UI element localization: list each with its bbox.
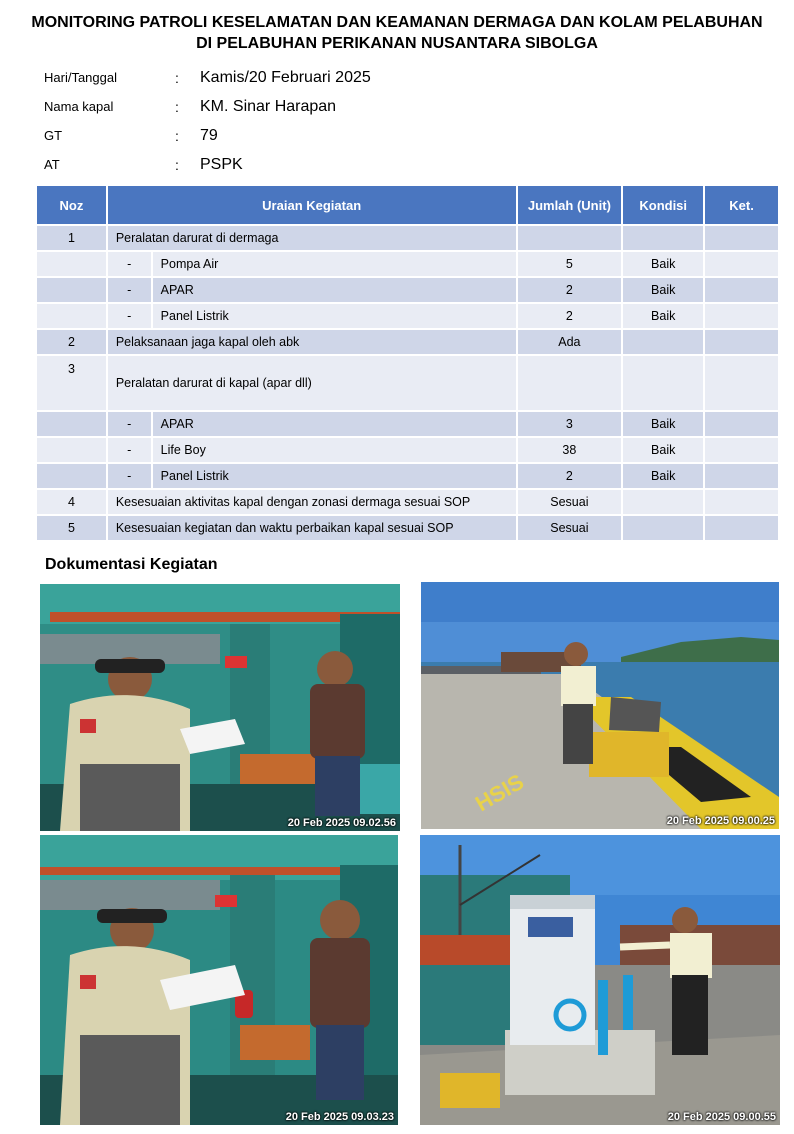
- cell-ket: [704, 463, 779, 489]
- photo-timestamp: 20 Feb 2025 09.02.56: [287, 817, 396, 829]
- photo-timestamp: 20 Feb 2025 09.03.23: [285, 1111, 394, 1123]
- table-row: [36, 489, 779, 515]
- cell-dash: -: [107, 437, 152, 463]
- cell-kondisi: Baik: [622, 411, 704, 437]
- cell-jumlah: [517, 225, 623, 251]
- svg-text:HSIS: HSIS: [471, 768, 528, 817]
- info-label: AT: [44, 157, 60, 172]
- documentation-title: Dokumentasi Kegiatan: [45, 556, 218, 573]
- cell-ket: [704, 329, 779, 355]
- photo-cabin-inspection-1: [40, 584, 400, 831]
- table-row: [36, 225, 779, 251]
- info-value: KM. Sinar Harapan: [200, 98, 337, 115]
- photo-cabin-inspection-2: [40, 835, 398, 1125]
- cell-no: 4: [36, 489, 107, 515]
- cell-ket: [704, 355, 779, 411]
- table-row: [36, 251, 779, 277]
- info-colon: :: [175, 70, 179, 86]
- info-colon: :: [175, 157, 179, 173]
- photo-timestamp: 20 Feb 2025 09.00.55: [667, 1111, 776, 1123]
- cell-ket: [704, 489, 779, 515]
- table-row: [36, 277, 779, 303]
- info-colon: :: [175, 128, 179, 144]
- cell-dash: -: [107, 463, 152, 489]
- info-value: Kamis/20 Februari 2025: [200, 69, 371, 86]
- cell-jumlah: 38: [517, 437, 623, 463]
- cell-uraian: Pompa Air: [152, 251, 517, 277]
- cell-dash: -: [107, 411, 152, 437]
- document-title: [0, 12, 794, 54]
- cell-kondisi: [622, 329, 704, 355]
- cell-jumlah: 5: [517, 251, 623, 277]
- cell-ket: [704, 303, 779, 329]
- table-row: [36, 303, 779, 329]
- activity-table: [35, 184, 780, 542]
- cell-no: 2: [36, 329, 107, 355]
- cell-uraian: Kesesuaian aktivitas kapal dengan zonasi dermaga sesuai SOP: [107, 489, 517, 515]
- cell-jumlah: [517, 355, 623, 411]
- cell-jumlah: Sesuai: [517, 489, 623, 515]
- title-line-2: DI PELABUHAN PERIKANAN NUSANTARA SIBOLGA: [196, 35, 598, 52]
- cell-uraian: APAR: [152, 277, 517, 303]
- header-jumlah: Jumlah (Unit): [517, 185, 623, 225]
- cell-kondisi: Baik: [622, 251, 704, 277]
- table-row: [36, 515, 779, 541]
- info-label: GT: [44, 128, 63, 143]
- table-row: [36, 437, 779, 463]
- cell-no: [36, 251, 107, 277]
- cell-kondisi: [622, 489, 704, 515]
- info-colon: :: [175, 99, 179, 115]
- table-row: [36, 329, 779, 355]
- cell-uraian: Pelaksanaan jaga kapal oleh abk: [107, 329, 517, 355]
- cell-kondisi: Baik: [622, 277, 704, 303]
- photo-pier-electric-panel: [420, 835, 780, 1125]
- cell-ket: [704, 225, 779, 251]
- table-header-row: [36, 185, 779, 225]
- cell-no: [36, 411, 107, 437]
- cell-uraian: APAR: [152, 411, 517, 437]
- info-label: Hari/Tanggal: [44, 70, 117, 85]
- info-value: 79: [200, 127, 218, 144]
- cell-no: [36, 277, 107, 303]
- cell-kondisi: [622, 515, 704, 541]
- info-value: PSPK: [200, 156, 243, 173]
- cell-ket: [704, 277, 779, 303]
- cell-jumlah: Ada: [517, 329, 623, 355]
- info-label: Nama kapal: [44, 99, 114, 114]
- cell-uraian: Peralatan darurat di kapal (apar dll): [107, 355, 517, 411]
- cell-kondisi: Baik: [622, 437, 704, 463]
- cell-jumlah: Sesuai: [517, 515, 623, 541]
- cell-no: 5: [36, 515, 107, 541]
- cell-no: [36, 437, 107, 463]
- table-row: [36, 411, 779, 437]
- cell-jumlah: 3: [517, 411, 623, 437]
- cell-uraian: Panel Listrik: [152, 303, 517, 329]
- table-row: [36, 463, 779, 489]
- photo-timestamp: 20 Feb 2025 09.00.25: [666, 815, 775, 827]
- cell-dash: -: [107, 251, 152, 277]
- cell-kondisi: [622, 225, 704, 251]
- cell-uraian: Peralatan darurat di dermaga: [107, 225, 517, 251]
- cell-jumlah: 2: [517, 303, 623, 329]
- cell-no: 1: [36, 225, 107, 251]
- cell-kondisi: [622, 355, 704, 411]
- cell-kondisi: Baik: [622, 463, 704, 489]
- cell-ket: [704, 251, 779, 277]
- title-line-1: MONITORING PATROLI KESELAMATAN DAN KEAMANAN DERMAGA DAN KOLAM PELABUHAN: [31, 14, 763, 31]
- header-kondisi: Kondisi: [622, 185, 704, 225]
- header-ket: Ket.: [704, 185, 779, 225]
- cell-no: 3: [36, 355, 107, 411]
- cell-dash: -: [107, 303, 152, 329]
- photo-harbor-pier-1: [421, 582, 779, 829]
- cell-ket: [704, 411, 779, 437]
- cell-uraian: Kesesuaian kegiatan dan waktu perbaikan kapal sesuai SOP: [107, 515, 517, 541]
- cell-no: [36, 463, 107, 489]
- cell-ket: [704, 437, 779, 463]
- cell-dash: -: [107, 277, 152, 303]
- cell-jumlah: 2: [517, 463, 623, 489]
- cell-jumlah: 2: [517, 277, 623, 303]
- table-row: [36, 355, 779, 411]
- cell-no: [36, 303, 107, 329]
- cell-uraian: Panel Listrik: [152, 463, 517, 489]
- header-no: Noz: [36, 185, 107, 225]
- header-uraian: Uraian Kegiatan: [107, 185, 517, 225]
- cell-ket: [704, 515, 779, 541]
- cell-kondisi: Baik: [622, 303, 704, 329]
- cell-uraian: Life Boy: [152, 437, 517, 463]
